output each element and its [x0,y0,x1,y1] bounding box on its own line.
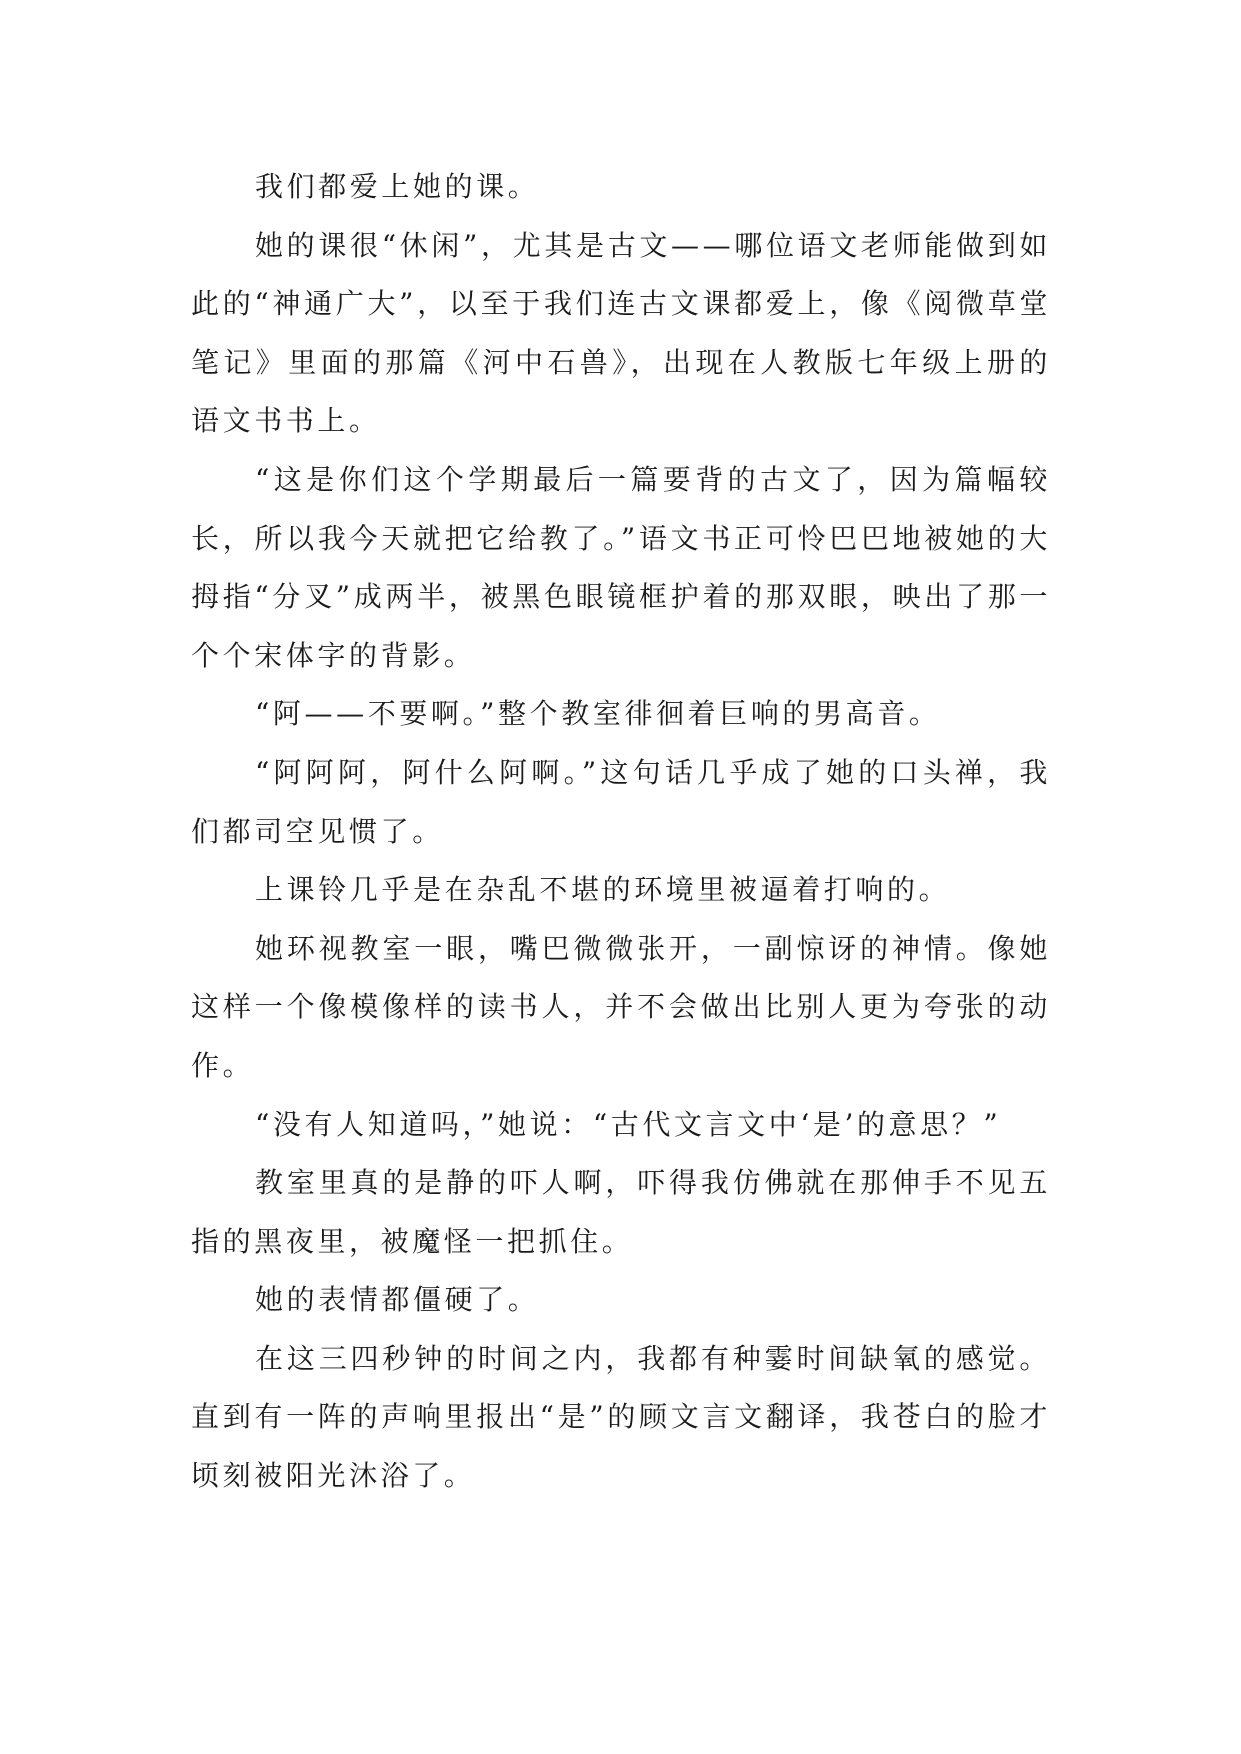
paragraph-5: “阿阿阿，阿什么阿啊。”这句话几乎成了她的口头禅，我们都司空见惯了。 [191,755,1051,848]
paragraph-3: “这是你们这个学期最后一篇要背的古文了，因为篇幅较长，所以我今天就把它给教了。”语文书正可怜巴巴地被她的大拇指“分叉”成两半，被黑色眼镜框护着的那双眼，映出了那一个个宋体字的背影。 [191,462,1051,672]
paragraph-2: 她的课很“休闲”，尤其是古文——哪位语文老师能做到如此的“神通广大”，以至于我们连古文课都爱上，像《阅微草堂笔记》里面的那篇《河中石兽》，出现在人教版七年级上册的语文书书上。 [191,228,1051,438]
paragraph-6: 上课铃几乎是在杂乱不堪的环境里被逼着打响的。 [255,873,951,907]
paragraph-1: 我们都爱上她的课。 [255,170,540,203]
document-page [191,158,1051,1506]
paragraph-8: “没有人知道吗，”她说：“古代文言文中‘是’的意思？” [255,1107,1002,1141]
paragraph-9: 教室里真的是静的吓人啊，吓得我仿佛就在那伸手不见五指的黑夜里，被魔怪一把抓住。 [191,1166,1051,1258]
paragraph-10: 她的表情都僵硬了。 [255,1283,540,1317]
paragraph-7: 她环视教室一眼，嘴巴微微张开，一副惊讶的神情。像她这样一个像模像样的读书人，并不会做出比别人更为夸张的动作。 [191,931,1051,1082]
paragraph-4: “阿——不要啊。”整个教室徘徊着巨响的男高音。 [255,697,941,731]
paragraph-11: 在这三四秒钟的时间之内，我都有种霎时间缺氧的感觉。直到有一阵的声响里报出“是”的顾文言文翻译，我苍白的脸才顷刻被阳光沐浴了。 [191,1341,1051,1493]
